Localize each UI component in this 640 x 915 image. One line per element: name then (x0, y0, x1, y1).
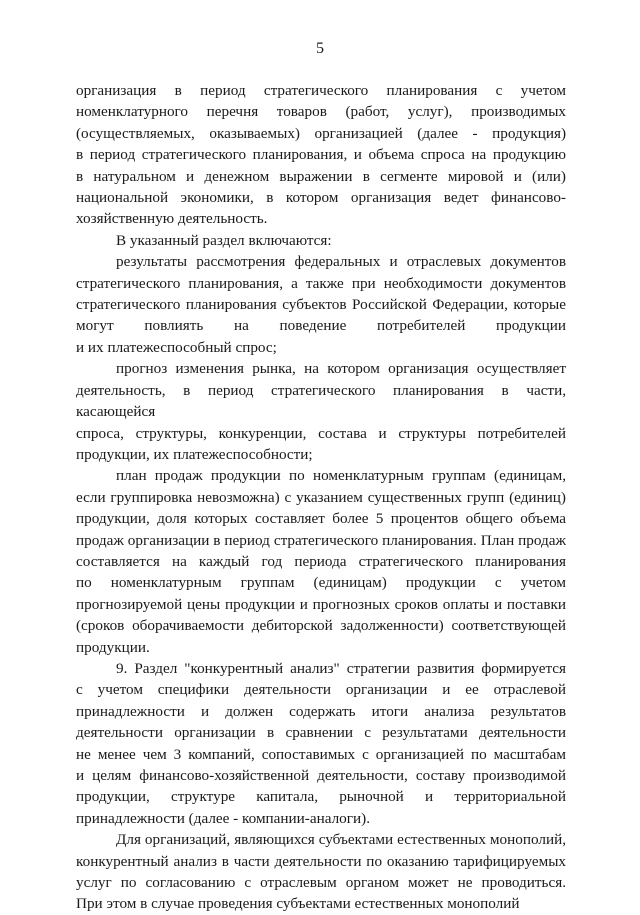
text-line: и их платежеспособный спрос; (76, 338, 277, 356)
text-line: номенклатурного перечня товаров (работ, услуг), производимых (76, 103, 566, 121)
text-line: национальной экономики, в котором организация ведет финансово- (76, 189, 566, 207)
text-line: (сроков оборачиваемости дебиторской задолженности) соответствующей (76, 617, 566, 635)
paragraph (76, 80, 566, 230)
paragraph (76, 465, 566, 658)
text-line: (осуществляемых, оказываемых) организацией (далее - продукция) (76, 124, 566, 142)
text-line: принадлежности (далее - компании-аналоги). (76, 809, 370, 827)
text-line: не менее чем 3 компаний, сопоставимых с организацией по масштабам (76, 745, 566, 763)
text-line: в период стратегического планирования, и объема спроса на продукцию (76, 146, 566, 164)
text-line: с учетом специфики деятельности организации и ее отраслевой (76, 681, 566, 699)
text-line: При этом в случае проведения субъектами естественных монополий (76, 895, 520, 913)
text-line: прогнозируемой цены продукции и прогнозных сроков оплаты и поставки (76, 595, 566, 613)
text-line: план продаж продукции по номенклатурным группам (единицам, (116, 467, 566, 485)
text-line: хозяйственную деятельность. (76, 210, 268, 228)
text-line: по номенклатурным группам (единицам) продукции с учетом (76, 574, 566, 592)
paragraph (76, 829, 566, 915)
text-line: деятельность, в период стратегического планирования в части, касающейся (76, 381, 566, 421)
text-line: продукции. (76, 638, 150, 656)
text-line: в натуральном и денежном выражении в сегменте мировой и (или) (76, 167, 566, 185)
paragraph (76, 251, 566, 358)
text-line: спроса, структуры, конкуренции, состава и структуры потребителей (76, 424, 566, 442)
text-line: деятельности организации в сравнении с результатами деятельности (76, 724, 566, 742)
paragraph (76, 658, 566, 829)
text-line: продукции, доля которых составляет более 5 процентов общего объема (76, 510, 566, 528)
text-line: 9. Раздел "конкурентный анализ" стратегии развития формируется (116, 659, 566, 677)
text-line: стратегического планирования, а также при необходимости документов (76, 274, 566, 292)
text-line: конкурентный анализ в части деятельности по оказанию тарифицируемых (76, 852, 566, 870)
text-line: прогноз изменения рынка, на котором организация осуществляет (116, 360, 566, 378)
text-line: продаж организации в период стратегического планирования. План продаж (76, 531, 566, 549)
text-line: Для организаций, являющихся субъектами естественных монополий, (116, 831, 566, 849)
text-line: стратегического планирования субъектов Российской Федерации, которые (76, 296, 566, 314)
text-line: могут повлиять на поведение потребителей продукции (76, 317, 566, 335)
text-line: В указанный раздел включаются: (116, 231, 332, 249)
text-line: организация в период стратегического планирования с учетом (76, 82, 566, 99)
text-line: если группировка невозможна) с указанием существенных групп (единиц) (76, 488, 566, 506)
page-number: 5 (316, 40, 324, 57)
text-line: и целям финансово-хозяйственной деятельности, составу производимой (76, 767, 566, 784)
text-line: продукции, структуре капитала, рыночной и территориальной (76, 788, 566, 806)
text-line: продукции, их платежеспособности; (76, 445, 313, 463)
document-body (76, 80, 566, 915)
text-line: результаты рассмотрения федеральных и отраслевых документов (116, 253, 566, 271)
text-line: составляется на каждый год периода стратегического планирования (76, 552, 566, 570)
text-line: принадлежности и должен содержать итоги анализа результатов (76, 702, 566, 720)
paragraph (76, 358, 566, 465)
paragraph (76, 230, 566, 251)
text-line: услуг по согласованию с отраслевым органом может не проводиться. (76, 874, 566, 892)
